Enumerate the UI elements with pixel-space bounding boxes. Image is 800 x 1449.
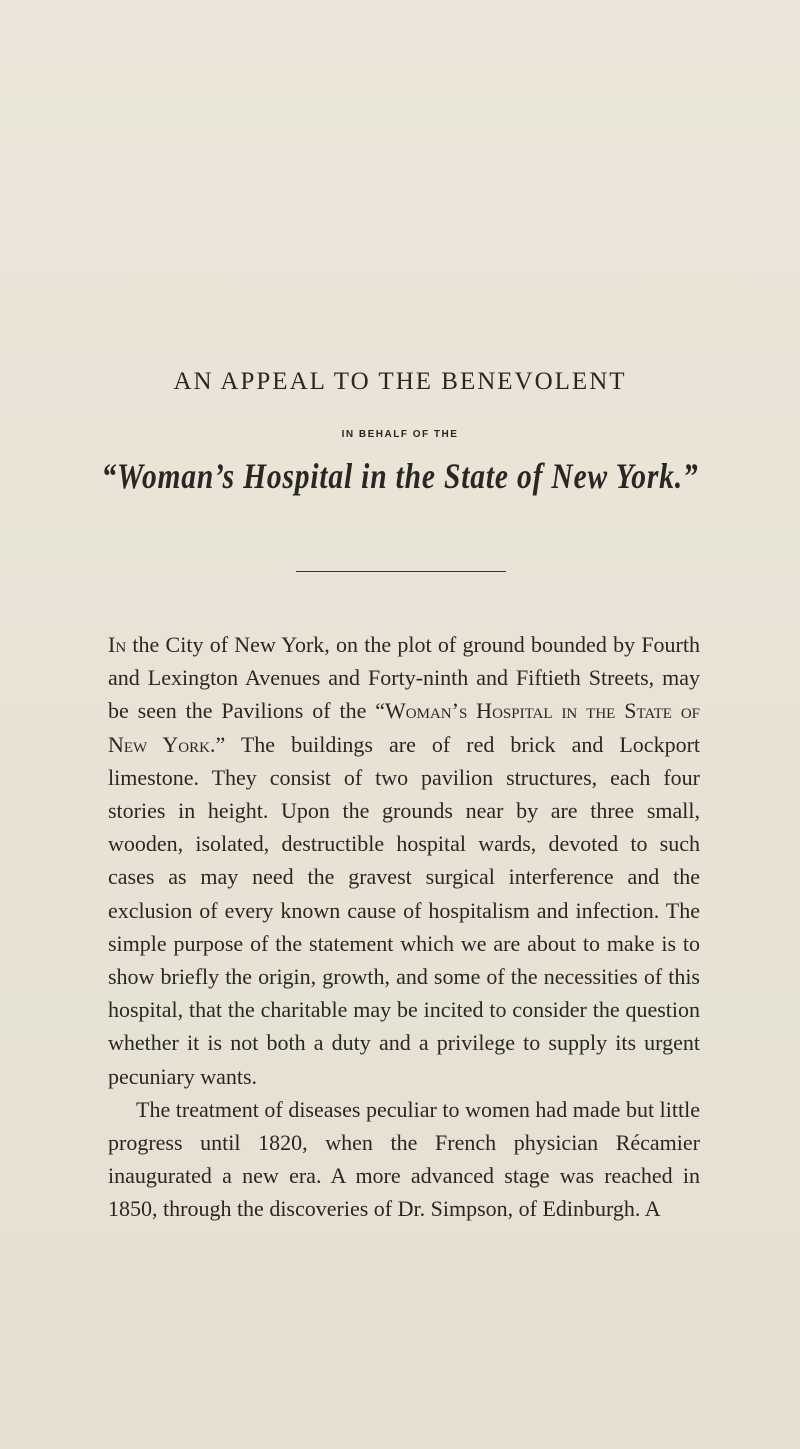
subheading: IN BEHALF OF THE	[341, 429, 459, 440]
page-title: AN APPEAL TO THE BENEVOLENT	[173, 368, 627, 395]
paragraph-1-text-a: the City of New York, on the plot of ground bounded by Fourth and Lexington Avenues and Forty-ninth and Fiftieth Streets, may be seen the Pavilions of the “	[108, 632, 700, 724]
paragraph-2: The treatment of diseases peculiar to women had made but little progress until 1820, when the French physician Récamier inaugurated a new era. A more advanced stage was reached in 1850, through the discoveries of Dr. Simpson, of Edinburgh. A	[108, 1096, 700, 1222]
body-text	[108, 628, 700, 1226]
hospital-name-inline: Woman’s Hospital in the State of New York	[108, 698, 700, 757]
hospital-name-heading: “Woman’s Hospital in the State of New York.”	[101, 456, 699, 496]
divider-rule	[296, 571, 506, 572]
paragraph-1	[108, 628, 700, 1093]
paragraph-lead: In	[108, 632, 127, 657]
paragraph-1-text-b: .” The buildings are of red brick and Lockport limestone. They consist of two pavilion structures, each four stories in height. Upon the grounds near by are three small, wooden, isolated, destructible hospital wards, devoted to such cases as may need the gravest surgical interference and the exclusion of every known cause of hospitalism and infection. The simple purpose of the statement which we are about to make is to show briefly the origin, growth, and some of the necessities of this hospital, that the charitable may be incited to consider the question whether it is not both a duty and a privilege to supply its urgent pecuniary wants.	[108, 731, 701, 1089]
